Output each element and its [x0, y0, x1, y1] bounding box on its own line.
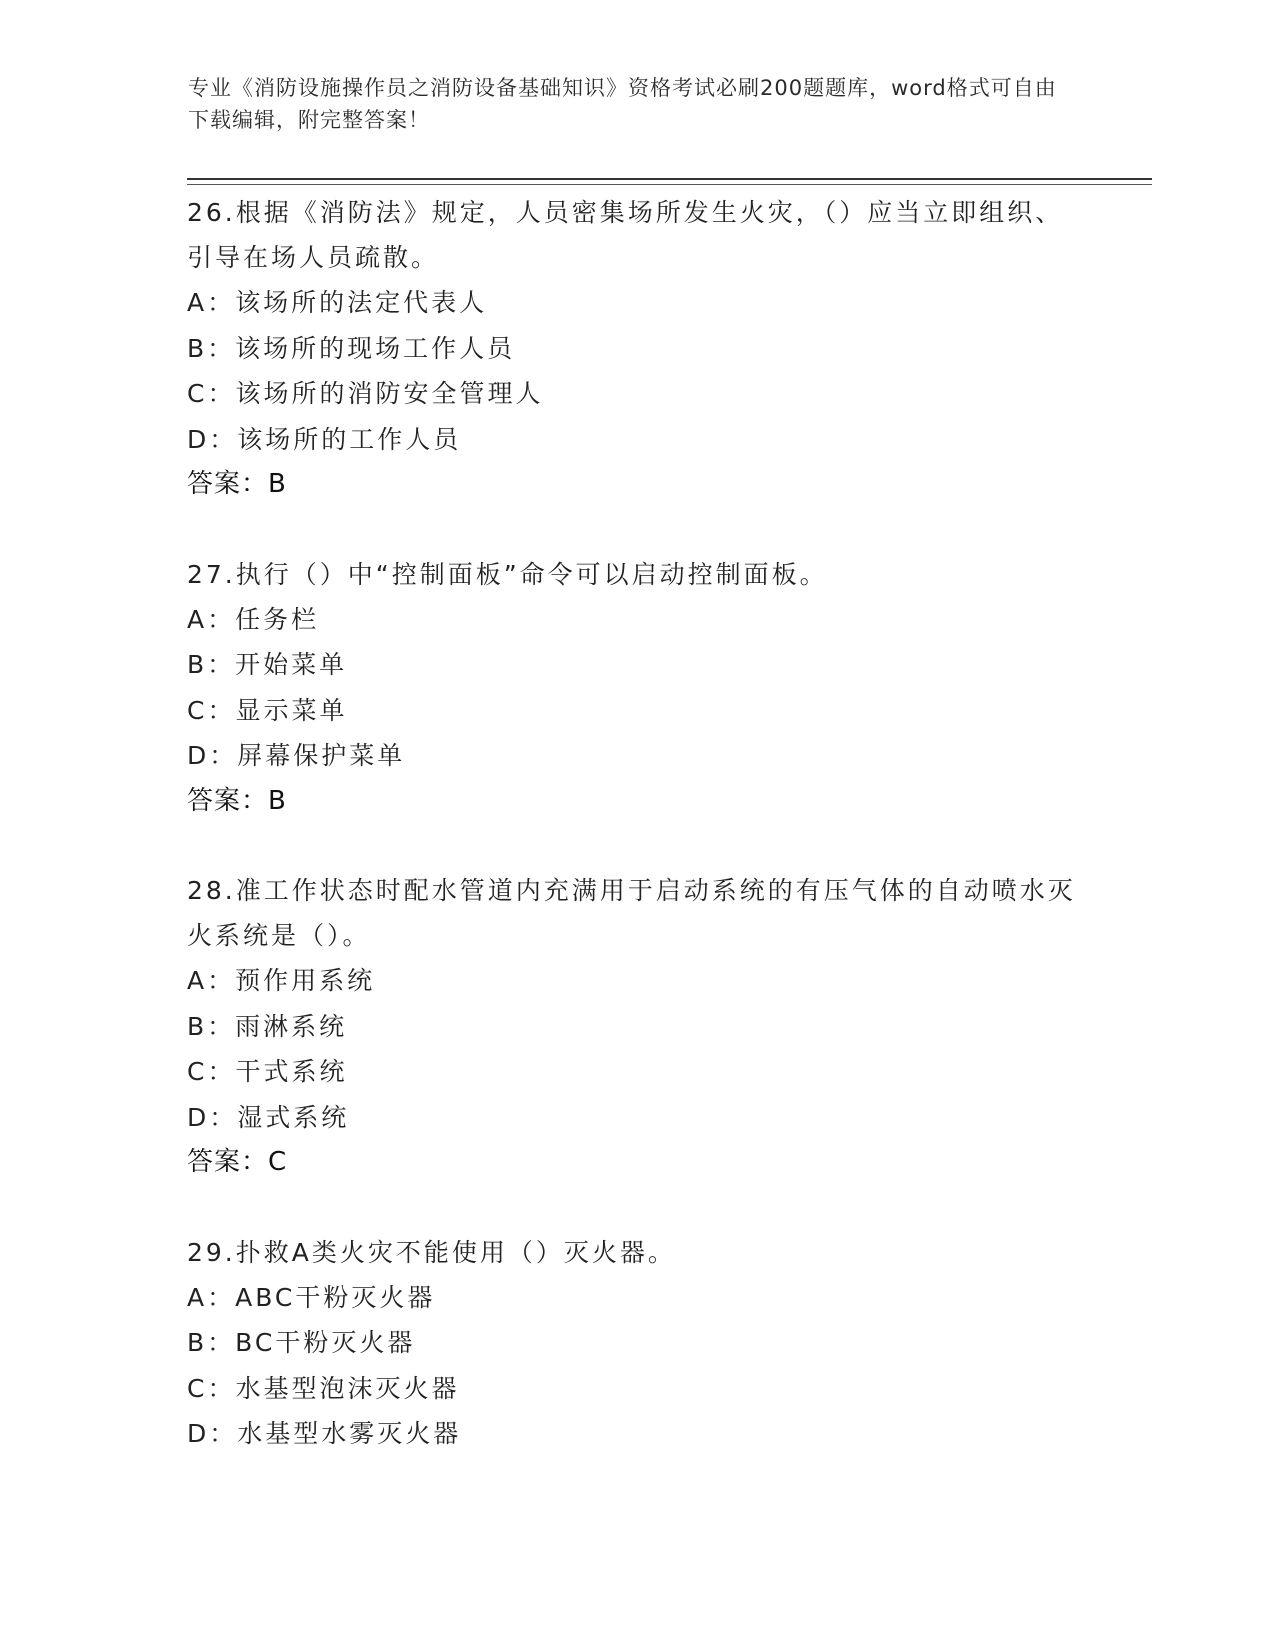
- answer-line: 答案：C: [187, 1147, 288, 1177]
- option-d: D：水基型水雾灭火器: [187, 1419, 462, 1448]
- option-b: B：BC干粉灭火器: [187, 1328, 416, 1357]
- question-list: [187, 190, 1087, 1501]
- answer-line: 答案：B: [187, 469, 287, 499]
- option-b: B：开始菜单: [187, 650, 348, 679]
- option-c: C：水基型泡沫灭火器: [187, 1373, 460, 1403]
- document-intro: 专业《消防设施操作员之消防设备基础知识》资格考试必刷200题题库，word格式可自由下载编辑，附完整答案！: [188, 76, 1057, 132]
- question-27: [187, 552, 1087, 825]
- option-a: A：任务栏: [187, 604, 320, 634]
- option-b: B：雨淋系统: [187, 1011, 348, 1041]
- option-a: A：ABC干粉灭火器: [187, 1282, 436, 1312]
- option-c: C：该场所的消防安全管理人: [187, 379, 544, 408]
- header-divider-thin: [187, 184, 1152, 185]
- question-stem: 29.扑救A类火灾不能使用（）灭火器。: [187, 1237, 676, 1267]
- option-c: C：干式系统: [187, 1057, 348, 1086]
- answer-line: 答案：B: [187, 785, 287, 816]
- option-c: C：显示菜单: [187, 695, 348, 725]
- question-26: [187, 190, 1087, 508]
- question-stem: 28.准工作状态时配水管道内充满用于启动系统的有压气体的自动喷水灭火系统是（）。: [187, 876, 1076, 950]
- question-stem: 26.根据《消防法》规定，人员密集场所发生火灾，（）应当立即组织、引导在场人员疏散。: [187, 198, 1064, 272]
- option-d: D：屏幕保护菜单: [187, 741, 406, 770]
- question-29: [187, 1230, 1087, 1457]
- option-a: A：该场所的法定代表人: [187, 288, 488, 317]
- header-divider-thick: [187, 178, 1152, 180]
- option-b: B：该场所的现场工作人员: [187, 333, 516, 363]
- question-28: [187, 868, 1087, 1186]
- option-a: A：预作用系统: [187, 966, 376, 995]
- question-stem: 27.执行（）中“控制面板”命令可以启动控制面板。: [187, 559, 828, 589]
- option-d: D：该场所的工作人员: [187, 424, 462, 454]
- option-d: D：湿式系统: [187, 1102, 350, 1132]
